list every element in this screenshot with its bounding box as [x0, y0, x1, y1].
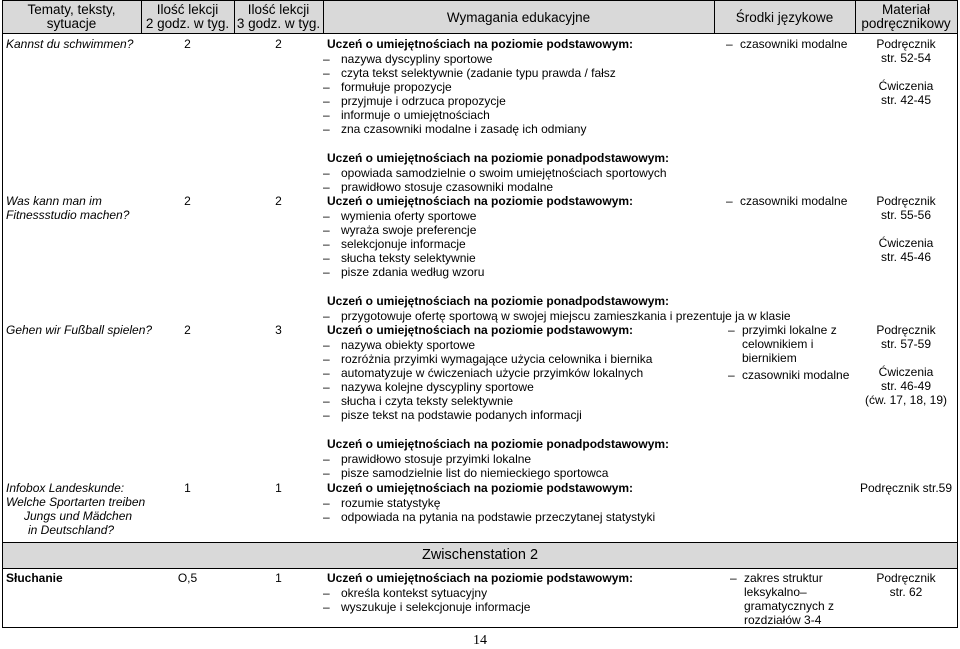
list-item: – zna czasowniki modalne i zasadę ich odmiany	[341, 122, 586, 136]
list-item: – opowiada samodzielnie o swoim umiejętnościach sportowych	[341, 166, 667, 180]
list-item: – informuje o umiejętnościach	[341, 108, 490, 122]
list-item: – selekcjonuje informacje	[341, 237, 466, 251]
list-item: – pisze zdania według wzoru	[341, 265, 484, 279]
language-tool: – czasowniki modalne	[742, 368, 849, 382]
row-hours-2: 2	[184, 194, 191, 208]
list-item: – czyta tekst selektywnie (zadanie typu prawda / fałsz	[341, 66, 616, 80]
row-hours-3: 3	[275, 323, 282, 337]
header-material: Materiał podręcznikowy	[861, 2, 951, 31]
language-tool: – czasowniki modalne	[740, 194, 847, 208]
list-item: – formułuje propozycje	[341, 80, 452, 94]
row-hours-2: O,5	[177, 571, 198, 585]
list-item: – nazywa dyscypliny sportowe	[341, 52, 492, 66]
row-material: Podręcznik str. 55-56 Ćwiczenia str. 45-46	[876, 194, 936, 264]
row-topic: Słuchanie	[6, 571, 63, 585]
list-item: – słucha i czyta teksty selektywnie	[341, 394, 513, 408]
page-number: 14	[473, 633, 487, 648]
section-title: Zwischenstation 2	[421, 547, 539, 563]
list-item: – wymienia oferty sportowe	[341, 209, 476, 223]
header-requirements: Wymagania edukacyjne	[446, 10, 591, 25]
row-topic: Gehen wir Fußball spielen?	[6, 323, 153, 337]
list-item: – rozumie statystykę	[341, 496, 440, 510]
basic-heading: Uczeń o umiejętnościach na poziomie podstawowym:	[327, 323, 634, 337]
row-hours-2: 2	[184, 323, 191, 337]
list-item: – automatyzuje w ćwiczeniach użycie przyimków lokalnych	[341, 366, 643, 380]
row-hours-3: 2	[275, 37, 282, 51]
row-hours-2: 1	[184, 481, 191, 495]
header-topics: Tematy, teksty, sytuacje	[27, 2, 116, 31]
header-lessons-2: Ilość lekcji 2 godz. w tyg.	[145, 2, 230, 31]
row-material: Podręcznik str.59	[859, 481, 953, 495]
header-lessons-3: Ilość lekcji 3 godz. w tyg.	[236, 2, 321, 31]
list-item: – określa kontekst sytuacyjny	[341, 586, 487, 600]
list-item: – przygotowuje ofertę sportową w swojej miejscu zamieszkania i prezentuje ja w klasie	[341, 309, 791, 323]
list-item: – pisze tekst na podstawie podanych informacji	[341, 408, 582, 422]
row-material: Podręcznik str. 52-54 Ćwiczenia str. 42-45	[876, 37, 936, 107]
advanced-heading: Uczeń o umiejętnościach na poziomie ponadpodstawowym:	[327, 437, 670, 451]
list-item: – pisze samodzielnie list do niemieckiego sportowca	[341, 466, 608, 480]
row-topic: Infobox Landeskunde: Welche Sportarten treiben Jungs und Mädchen in Deutschland?	[6, 481, 146, 537]
row-topic: Was kann man im Fitnessstudio machen?	[6, 194, 130, 222]
basic-heading: Uczeń o umiejętnościach na poziomie podstawowym:	[327, 37, 634, 51]
advanced-heading: Uczeń o umiejętnościach na poziomie ponadpodstawowym:	[327, 294, 670, 308]
list-item: – rozróżnia przyimki wymagające użycia celownika i biernika	[341, 352, 652, 366]
list-item: – wyszukuje i selekcjonuje informacje	[341, 600, 530, 614]
list-item: – słucha teksty selektywnie	[341, 251, 476, 265]
language-tool: – przyimki lokalne z celownikiem i biernikiem	[742, 323, 837, 365]
row-hours-3: 1	[275, 481, 282, 495]
list-item: – nazywa kolejne dyscypliny sportowe	[341, 380, 534, 394]
basic-heading: Uczeń o umiejętnościach na poziomie podstawowym:	[327, 194, 634, 208]
language-tool: – czasowniki modalne	[740, 37, 847, 51]
list-item: – wyraża swoje preferencje	[341, 223, 476, 237]
row-hours-3: 1	[275, 571, 282, 585]
header-language-means: Środki językowe	[735, 10, 834, 25]
row-material: Podręcznik str. 62	[876, 571, 936, 599]
list-item: – przyjmuje i odrzuca propozycje	[341, 94, 506, 108]
list-item: – nazywa obiekty sportowe	[341, 338, 475, 352]
list-item: – odpowiada na pytania na podstawie przeczytanej statystyki	[341, 510, 655, 524]
list-item: – prawidłowo stosuje przyimki lokalne	[341, 452, 531, 466]
row-hours-2: 2	[184, 37, 191, 51]
list-item: – prawidłowo stosuje czasowniki modalne	[341, 180, 553, 194]
language-tool: – zakres struktur leksykalno– gramatycznych z rozdziałów 3-4	[744, 571, 834, 627]
row-topic: Kannst du schwimmen?	[6, 37, 134, 51]
advanced-heading: Uczeń o umiejętnościach na poziomie ponadpodstawowym:	[327, 151, 670, 165]
basic-heading: Uczeń o umiejętnościach na poziomie podstawowym:	[327, 481, 634, 495]
basic-heading: Uczeń o umiejętnościach na poziomie podstawowym:	[327, 571, 634, 585]
row-hours-3: 2	[275, 194, 282, 208]
row-material: Podręcznik str. 57-59 Ćwiczenia str. 46-49 (ćw. 17, 18, 19)	[864, 323, 948, 407]
